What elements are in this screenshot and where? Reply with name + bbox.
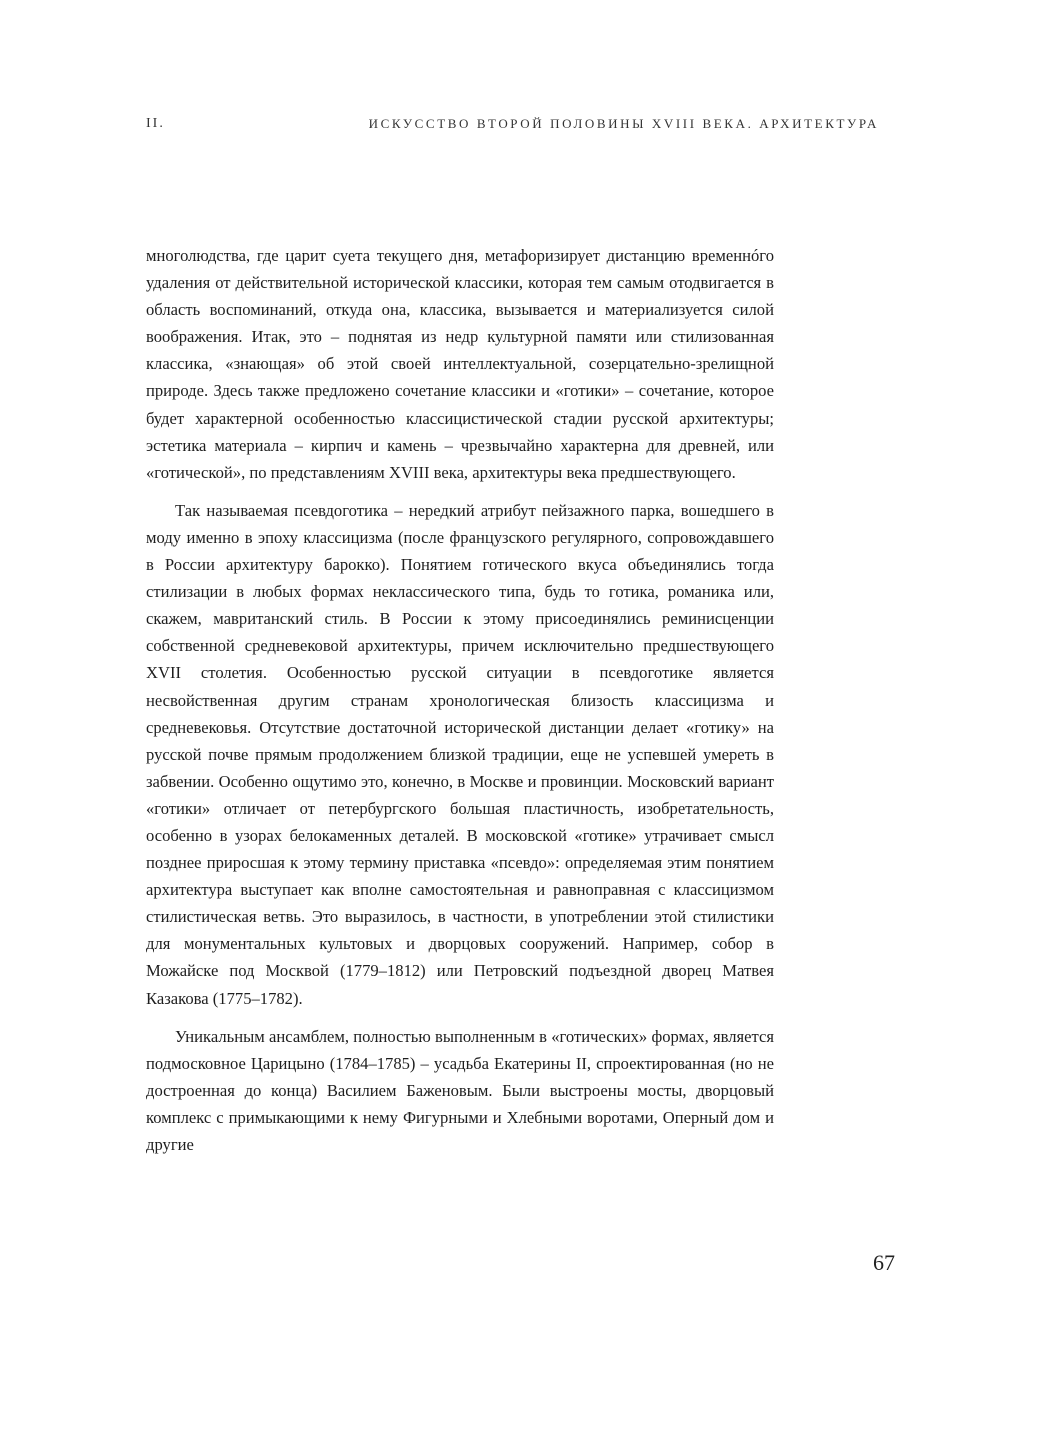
page-number: 67 (873, 1250, 895, 1275)
paragraph: Так называемая псевдоготика – нередкий атрибут пейзажного парка, вошедшего в моду именно в эпоху классицизма (после французского регулярного, сопровождавшего в России архитектуру барокко). Понятием готического вкуса объединялись тогда стилизации в любых формах неклассического типа, будь то готика, романика или, скажем, мавританский стиль. В России к этому присоединялись реминисценции собственной средневековой архитектуры, причем исключительно предшествующего XVII столетия. Особенностью русской ситуации в псевдоготике является несвойственная другим странам хронологическая близость классицизма и средневековья. Отсутствие достаточной исторической дистанции делает «готику» на русской почве прямым продолжением близкой традиции, еще не успевшей умереть в забвении. Особенно ощутимо это, конечно, в Москве и провинции. Московский вариант «готики» отличает от петербургского большая пластичность, изобретательность, особенно в узорах белокаменных деталей. В московской «готике» утрачивает смысл позднее приросшая к этому термину приставка «псевдо»: определяемая этим понятием архитектура выступает как вполне самостоятельная и равноправная с классицизмом стилистическая ветвь. Это выразилось, в частности, в употреблении этой стилистики для монументальных культовых и дворцовых сооружений. Например, собор в Можайске под Москвой (1779–1812) или Петровский подъездной дворец Матвея Казакова (1775–1782). (146, 500, 774, 1008)
body-text (146, 242, 774, 1169)
paragraph: Уникальным ансамблем, полностью выполненным в «готических» формах, является подмосковное Царицыно (1784–1785) – усадьба Екатерины II, спроектированная (но не достроенная до конца) Василием Баженовым. Были выстроены мосты, дворцовый комплекс с примыкающими к нему Фигурными и Хлебными воротами, Оперный дом и другие (146, 1026, 774, 1154)
running-head: ИСКУССТВО ВТОРОЙ ПОЛОВИНЫ XVIII ВЕКА. АРХИТЕКТУРА (368, 116, 879, 131)
chapter-number: II. (146, 116, 165, 131)
paragraph: многолюдства, где царит суета текущего дня, метафоризирует дистанцию временнóго удаления от действительной исторической классики, которая тем самым отодвигается в область воспоминаний, откуда она, классика, вызывается и материализуется силой воображения. Итак, это – поднятая из недр культурной памяти или стилизованная классика, «знающая» об этой своей интеллектуальной, созерцательно-зрелищной природе. Здесь также предложено сочетание классики и «готики» – сочетание, которое будет характерной особенностью классицистической стадии русской архитектуры; эстетика материала – кирпич и камень – чрезвычайно характерна для древней, или «готической», по представлениям XVIII века, архитектуры века предшествующего. (146, 246, 774, 482)
page-header (0, 116, 1041, 140)
